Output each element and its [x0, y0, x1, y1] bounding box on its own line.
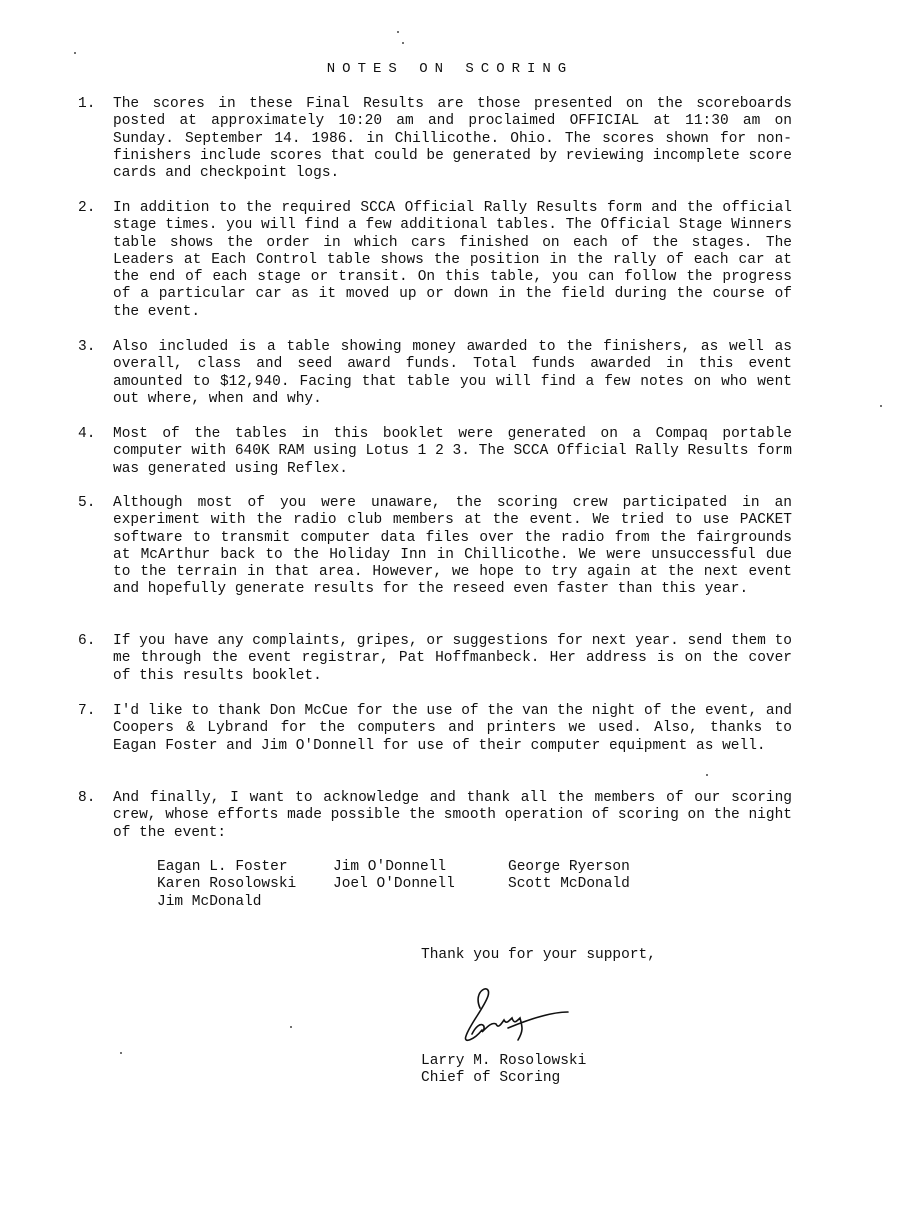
signer-role: Chief of Scoring [421, 1070, 561, 1087]
scan-speck [74, 52, 76, 54]
note-text: If you have any complaints, gripes, or suggestions for next year. send them to me through the event registrar, Pat Hoffmanbeck. Her address is on the cover of this results booklet. [113, 633, 792, 684]
crew-names-list [157, 859, 677, 911]
note-text: The scores in these Final Results are those presented on the scoreboards posted at approximately 10:20 am and proclaimed OFFICIAL at 11:30 am on Sunday. September 14. 1986. in Chillicothe. Ohio. The scores shown for non-finishers include scores that could be generated by reviewing incomplete score cards and checkpoint logs. [113, 96, 792, 182]
note-number: 7. [78, 703, 96, 719]
note-text: In addition to the required SCCA Official Rally Results form and the official stage times. you will find a few additional tables. The Official Stage Winners table shows the order in which cars finished on each of the stages. The Leaders at Each Control table shows the position in the rally of each car at the end of each stage or transit. On this table, you can follow the progress of a particular car as it moved up or down in the field during the course of the event. [113, 200, 792, 320]
crew-name: Joel O'Donnell [333, 876, 455, 893]
crew-name: Eagan L. Foster [157, 859, 288, 875]
note-text: And finally, I want to acknowledge and thank all the members of our scoring crew, whose efforts made possible the smooth operation of scoring on the night of the event: [113, 790, 792, 841]
crew-name: Jim O'Donnell [333, 859, 447, 875]
note-text: Although most of you were unaware, the scoring crew participated in an experiment with the radio club members at the event. We tried to use PACKET software to transmit computer data files over the radio from the fairgrounds at McArthur back to the Holiday Inn in Chillicothe. We were unsuccessful due to the terrain in that area. However, we hope to try again at the next event and hopefully generate results for the reseed even faster than this year. [113, 495, 792, 598]
scan-speck [397, 31, 399, 33]
closing-line: Thank you for your support, [421, 947, 656, 963]
note-text: I'd like to thank Don McCue for the use of the van the night of the event, and Coopers & Lybrand for the computers and printers we used. Also, thanks to Eagan Foster and Jim O'Donnell for use of their computer equipment as well. [113, 703, 792, 754]
note-number: 5. [78, 495, 96, 511]
note-text: Also included is a table showing money awarded to the finishers, as well as overall, class and seed award funds. Total funds awarded in this event amounted to $12,940. Facing that table you will find a few notes on who went out where, when and why. [113, 339, 792, 407]
crew-row [157, 876, 677, 893]
note-number: 1. [78, 96, 96, 112]
signature-block [421, 1053, 586, 1088]
crew-name: Scott McDonald [508, 876, 630, 893]
note-text: Most of the tables in this booklet were generated on a Compaq portable computer with 640K RAM using Lotus 1 2 3. The SCCA Official Rally Results form was generated using Reflex. [113, 426, 792, 477]
note-number: 3. [78, 339, 96, 355]
note-number: 2. [78, 200, 96, 216]
scan-speck [120, 1052, 122, 1054]
scan-speck [880, 405, 882, 407]
crew-name: George Ryerson [508, 859, 630, 875]
note-number: 4. [78, 426, 96, 442]
note-number: 6. [78, 633, 96, 649]
page-title: NOTES ON SCORING [326, 61, 574, 77]
note-number: 8. [78, 790, 96, 806]
scan-speck [290, 1026, 292, 1028]
crew-name: Jim McDonald [157, 893, 262, 910]
crew-row [157, 894, 677, 911]
scan-speck [402, 42, 404, 44]
signer-name: Larry M. Rosolowski [421, 1053, 587, 1069]
crew-name: Karen Rosolowski [157, 876, 297, 893]
crew-row [157, 859, 677, 876]
scan-speck [706, 774, 708, 776]
